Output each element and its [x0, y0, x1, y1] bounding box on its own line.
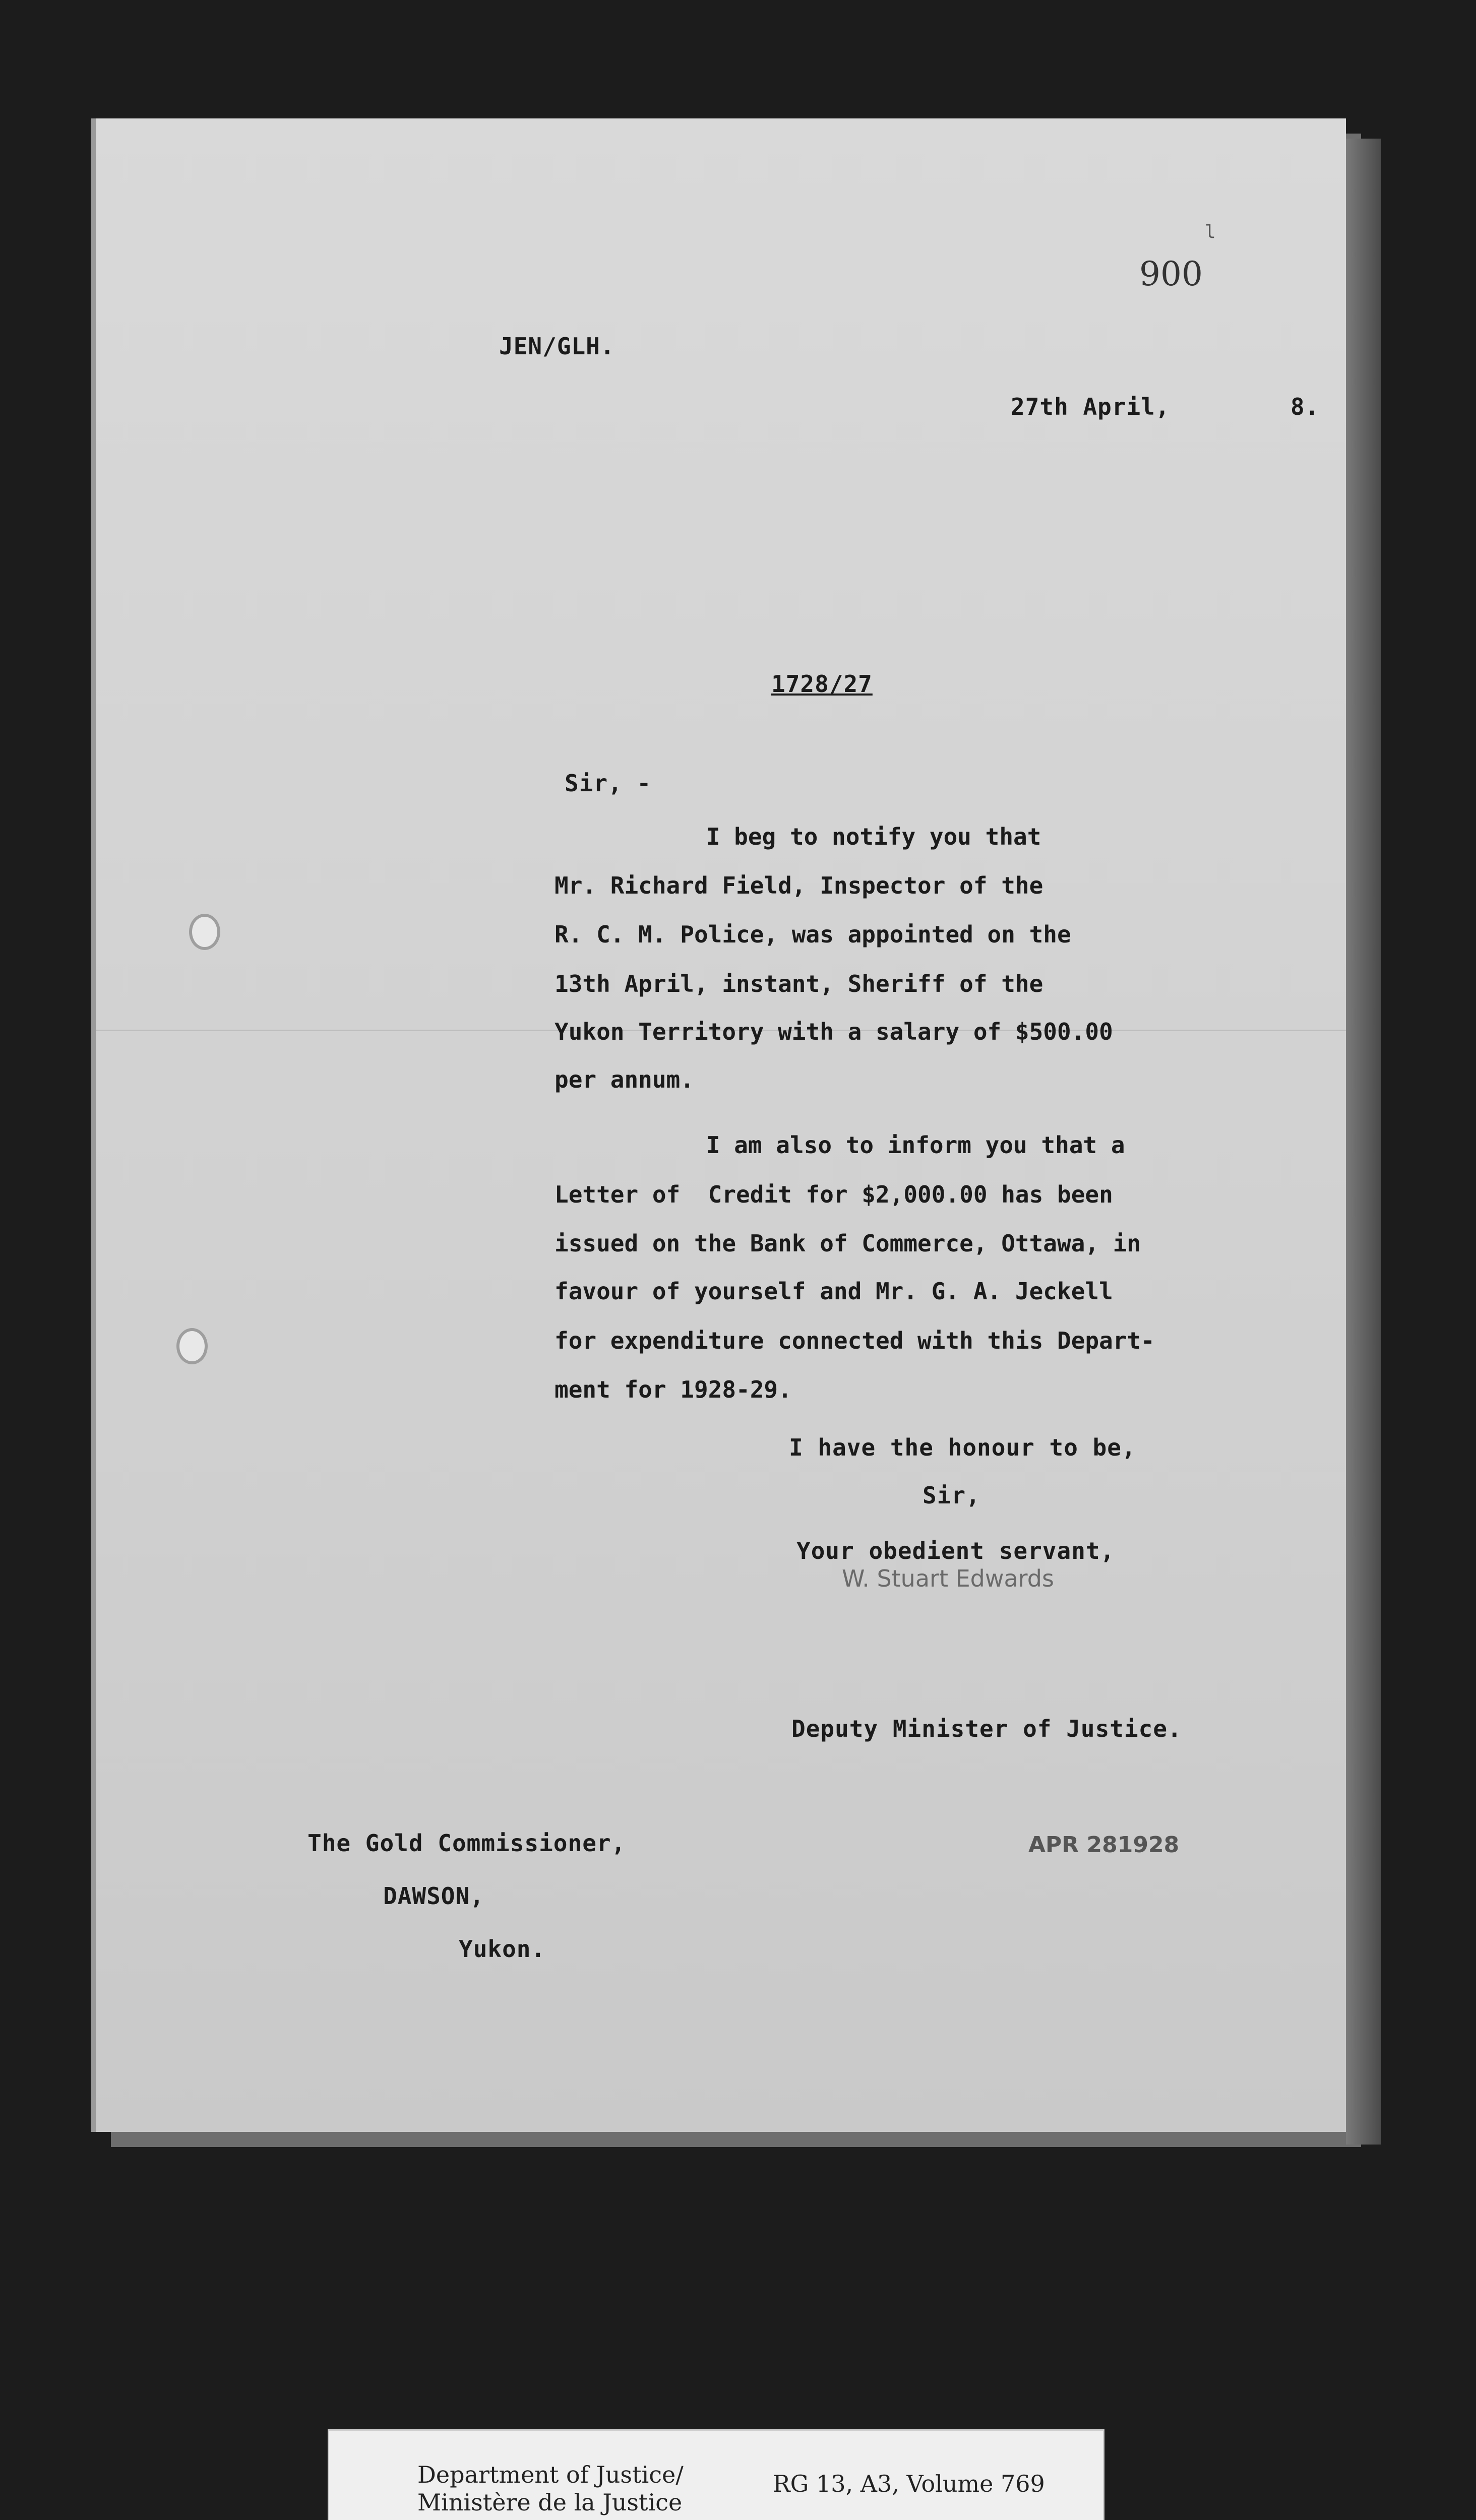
body-line: Yukon Territory with a salary of $500.00 [555, 1018, 1113, 1045]
body-line: ment for 1928-29. [555, 1376, 792, 1403]
signatory-title: Deputy Minister of Justice. [791, 1715, 1182, 1742]
body-line: per annum. [555, 1066, 694, 1093]
closing-line: Your obedient servant, [796, 1537, 1115, 1564]
department-line: Department of Justice/ [417, 2461, 684, 2488]
archive-reference: RG 13, A3, Volume 769 [773, 2470, 1045, 2497]
letter-date: 27th April, [1011, 393, 1170, 420]
closing-line: I have the honour to be, [789, 1434, 1136, 1461]
body-line: favour of yourself and Mr. G. A. Jeckell [555, 1278, 1113, 1305]
date-suffix: 8. [1290, 393, 1320, 420]
department-line-french: Ministère de la Justice [417, 2489, 683, 2516]
body-line: for expenditure connected with this Depart- [555, 1327, 1155, 1354]
body-line: 13th April, instant, Sheriff of the [555, 970, 1043, 997]
addressee-line: The Gold Commissioner, [307, 1830, 626, 1857]
signature: W. Stuart Edwards [842, 1565, 1054, 1592]
addressee-line: Yukon. [459, 1935, 546, 1963]
file-number: 1728/27 [771, 670, 873, 698]
body-line: I beg to notify you that [650, 823, 1041, 850]
punch-hole-lower [176, 1328, 208, 1364]
reference-initials: JEN/GLH. [499, 333, 615, 360]
marginal-mark: l [1205, 222, 1216, 242]
punch-hole-upper [189, 914, 220, 950]
salutation: Sir, - [565, 770, 652, 797]
body-line: issued on the Bank of Commerce, Ottawa, in [555, 1230, 1141, 1257]
sheet-edge-shadow [1346, 139, 1381, 2145]
archive-reference-label [328, 2429, 1104, 2520]
body-line: Letter of Credit for $2,000.00 has been [555, 1181, 1113, 1208]
document-sheet [96, 118, 1346, 2132]
body-line: R. C. M. Police, was appointed on the [555, 921, 1071, 948]
addressee-line: DAWSON, [383, 1882, 484, 1910]
received-stamp: APR 281928 [1028, 1832, 1180, 1858]
page-number: 900 [1139, 255, 1203, 293]
body-line: Mr. Richard Field, Inspector of the [555, 872, 1043, 899]
body-line: I am also to inform you that a [650, 1131, 1125, 1159]
closing-line: Sir, [922, 1482, 980, 1509]
